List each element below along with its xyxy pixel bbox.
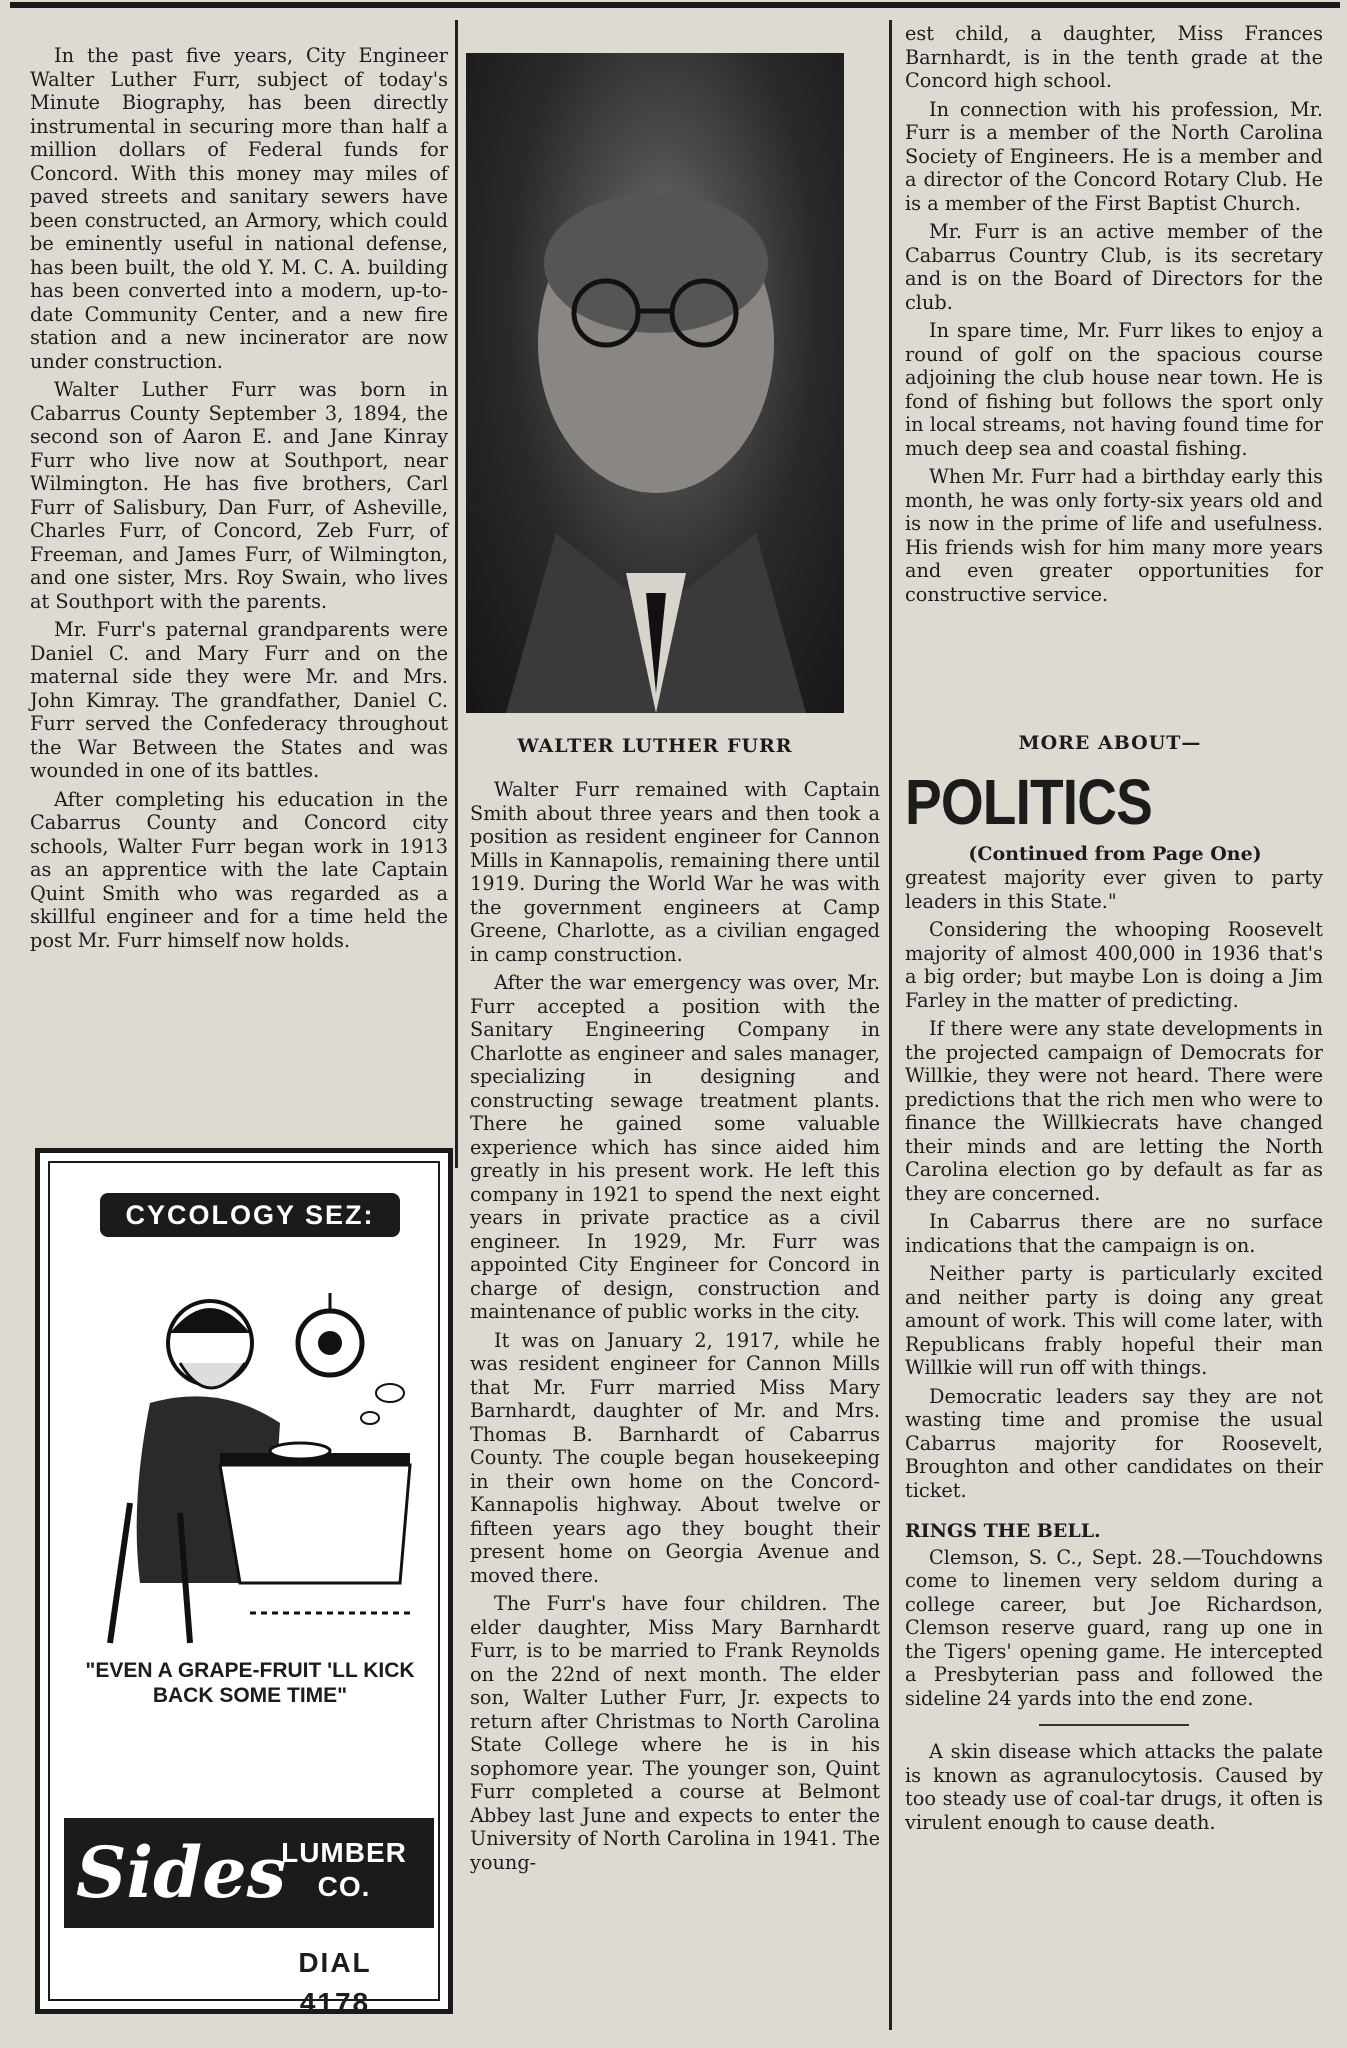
portrait-photo bbox=[466, 53, 844, 713]
logo-script: Sides bbox=[76, 1831, 287, 1914]
dial-label: DIAL bbox=[298, 1947, 372, 1978]
paragraph: greatest majority ever given to party leaders in this State." bbox=[905, 866, 1323, 913]
rings-the-bell-heading: RINGS THE BELL. bbox=[905, 1520, 1101, 1542]
column-3-bottom bbox=[905, 866, 1323, 1839]
more-about-label: MORE ABOUT— bbox=[1018, 732, 1202, 754]
continued-line: (Continued from Page One) bbox=[968, 843, 1262, 865]
logo-words bbox=[264, 1836, 424, 1904]
paragraph: Clemson, S. C., Sept. 28.—Touchdowns come to linemen very seldom during a college career, but Joe Richardson, Clemson reserve guard, rang up one in the Tigers' opening game. He intercepted a Presbyterian pass and followed the sideline 24 yards into the end zone. bbox=[905, 1545, 1323, 1710]
separator-rule bbox=[1039, 1724, 1189, 1726]
paragraph: Considering the whooping Roosevelt majority of almost 400,000 in 1936 that's a big order; but maybe Lon is doing a Jim Farley in the matter of predicting. bbox=[905, 918, 1323, 1012]
paragraph: If there were any state developments in the projected campaign of Democrats for Willkie, they were not heard. There were predictions that the rich men who were to finance the Willkiecrats have changed their minds and are letting the North Carolina election go by default as far as they are concerned. bbox=[905, 1017, 1323, 1205]
ad-quote: "EVEN A GRAPE-FRUIT 'LL KICK BACK SOME TIME" bbox=[85, 1659, 415, 1707]
paragraph: est child, a daughter, Miss Frances Barnhardt, is in the tenth grade at the Concord high school. bbox=[905, 22, 1323, 92]
dial-number: 4178 bbox=[299, 1987, 371, 2018]
paragraph: After completing his education in the Cabarrus County and Concord city schools, Walter Furr began work in 1913 as an apprentice with the late Captain Quint Smith who was regarded as a skillful engineer and for a time held the post Mr. Furr himself now holds. bbox=[30, 787, 448, 952]
lumber-advertisement bbox=[35, 1148, 453, 2018]
sides-lumber-logo bbox=[64, 1818, 434, 1928]
logo-word-co: CO. bbox=[317, 1871, 371, 1902]
paragraph: It was on January 2, 1917, while he was resident engineer for Cannon Mills that Mr. Furr married Miss Mary Barnhardt, daughter of Mr. and Mrs. Thomas B. Barnhardt of Cabarrus County. The couple began housekeeping in their own home on the Concord-Kannapolis highway. About twelve or fifteen years ago they bought their present home on Georgia Avenue and moved there. bbox=[470, 1328, 880, 1587]
dial-block bbox=[250, 1943, 420, 2023]
cycology-banner: CYCOLOGY SEZ: bbox=[100, 1193, 400, 1237]
paragraph: Mr. Furr is an active member of the Cabarrus Country Club, is its secretary and is on the Board of Directors for the club. bbox=[905, 220, 1323, 314]
paragraph: Mr. Furr's paternal grandparents were Daniel C. and Mary Furr and on the maternal side they were Mr. and Mrs. John Kimray. The grandfather, Daniel C. Furr served the Confederacy throughout the War Between the States and was wounded in one of its battles. bbox=[30, 618, 448, 782]
paragraph: Walter Furr remained with Captain Smith about three years and then took a position as resident engineer for Cannon Mills in Kannapolis, remaining there until 1919. During the World War he was with the government engineers at Camp Greene, Charlotte, as a civilian engaged in camp construction. bbox=[470, 778, 880, 966]
ad-inner-border bbox=[48, 1161, 440, 2018]
paragraph: After the war emergency was over, Mr. Furr accepted a position with the Sanitary Engineering Company in Charlotte as engineer and sales manager, specializing in designing and constructing sewage treatment plants. There he gained some valuable experience which has since aided him greatly in his present work. He left this company in 1921 to spend the next eight years in private practice as a civil engineer. In 1929, Mr. Furr was appointed City Engineer for Concord in charge of design, construction and maintenance of public works in the city. bbox=[470, 971, 880, 1323]
column-3-top bbox=[905, 22, 1323, 611]
paragraph: Democratic leaders say they are not wasting time and promise the usual Cabarrus majority for Roosevelt, Broughton and other candidates on their ticket. bbox=[905, 1384, 1323, 1502]
column-2 bbox=[470, 778, 880, 1879]
paragraph: In the past five years, City Engineer Walter Luther Furr, subject of today's Minute Biography, has been directly instrumental in securing more than half a million dollars of Federal funds for Concord. With this money may miles of paved streets and sanitary sewers have been constructed, an Armory, which could be eminently useful in national defense, has been built, the old Y. M. C. A. building has been converted into a modern, up-to-date Community Center, and a new fire station and a new incinerator are now under construction. bbox=[30, 44, 448, 373]
paragraph: A skin disease which attacks the palate is known as agranulocytosis. Caused by too steady use of coal-tar drugs, it often is virulent enough to cause death. bbox=[905, 1740, 1323, 1834]
politics-headline: POLITICS bbox=[905, 766, 1152, 838]
cartoon-illustration bbox=[70, 1253, 430, 1653]
column-rule-2 bbox=[889, 20, 892, 2030]
logo-word-lumber: LUMBER bbox=[281, 1837, 407, 1868]
paragraph: In Cabarrus there are no surface indications that the campaign is on. bbox=[905, 1210, 1323, 1257]
paragraph: When Mr. Furr had a birthday early this month, he was only forty-six years old and is now in the prime of life and usefulness. His friends wish for him many more years and even greater opportunities for constructive service. bbox=[905, 465, 1323, 606]
paragraph: Neither party is particularly excited and neither party is doing any great amount of work. This will come later, with Republicans frably hopeful their man Willkie will run off with things. bbox=[905, 1262, 1323, 1379]
paragraph: Walter Luther Furr was born in Cabarrus County September 3, 1894, the second son of Aaron E. and Jane Kinray Furr who live now at Southport, near Wilmington. He has five brothers, Carl Furr of Salisbury, Dan Furr, of Asheville, Charles Furr, of Concord, Zeb Furr, of Freeman, and James Furr, of Wilmington, and one sister, Mrs. Roy Swain, who lives at Southport with the parents. bbox=[30, 378, 448, 613]
paragraph: In spare time, Mr. Furr likes to enjoy a round of golf on the spacious course adjoining the club house near town. He is fond of fishing but follows the sport only in local streams, not having found time for much deep sea and coastal fishing. bbox=[905, 319, 1323, 460]
top-rule bbox=[10, 2, 1340, 8]
paragraph: The Furr's have four children. The elder daughter, Miss Mary Barnhardt Furr, is to be married to Frank Reynolds on the 22nd of next month. The elder son, Walter Luther Furr, Jr. expects to return after Christmas to North Carolina State College where he is in his sophomore year. The younger son, Quint Furr completed a course at Belmont Abbey last June and expects to enter the University of North Carolina in 1941. The young- bbox=[470, 1592, 880, 1874]
column-1 bbox=[30, 44, 448, 957]
paragraph: In connection with his profession, Mr. Furr is a member of the North Carolina Society of Engineers. He is a member and a director of the Concord Rotary Club. He is a member of the First Baptist Church. bbox=[905, 97, 1323, 215]
column-rule-1 bbox=[455, 20, 458, 1168]
photo-caption: WALTER LUTHER FURR bbox=[517, 735, 793, 757]
